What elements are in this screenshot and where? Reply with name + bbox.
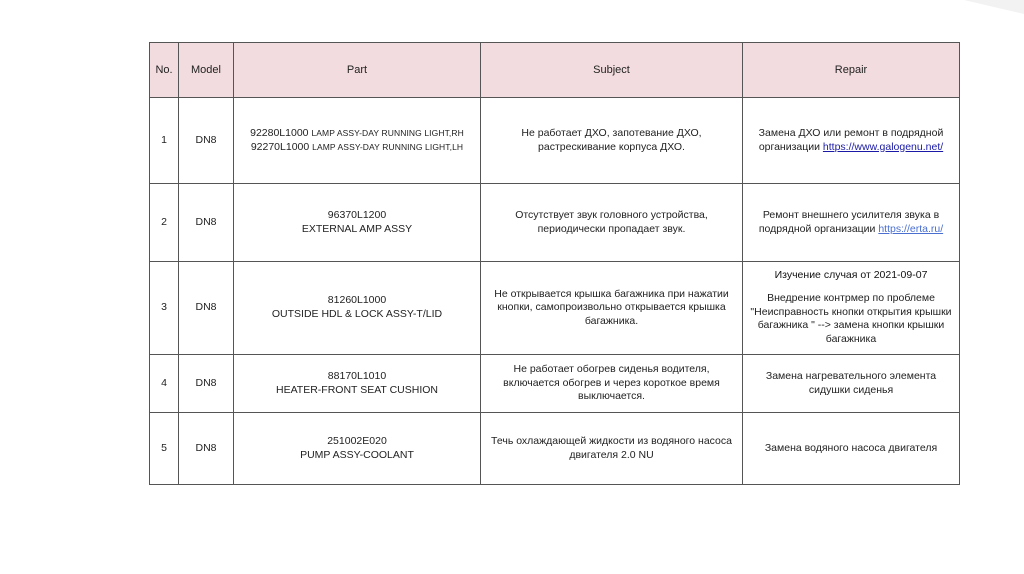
- cell-part: [234, 98, 481, 184]
- repair-text: Внедрение контрмер по проблеме "Неисправность кнопки открытия крышки багажника " --> замена кнопки крышки багажника: [750, 292, 952, 345]
- case-study-title: Изучение случая от 2021-09-07: [774, 269, 928, 282]
- cell-model: DN8: [179, 98, 234, 184]
- cell-part: [234, 413, 481, 485]
- cell-part: [234, 355, 481, 413]
- repair-text: Замена ДХО или ремонт в подрядной организации: [758, 126, 944, 153]
- part-description: EXTERNAL AMP ASSY: [301, 222, 413, 235]
- part-description: OUTSIDE HDL & LOCK ASSY-T/LID: [271, 308, 443, 320]
- cell-part: [234, 262, 481, 355]
- cell-no: 1: [150, 98, 179, 184]
- part-code: 96370L1200: [327, 208, 387, 221]
- cell-model: DN8: [179, 355, 234, 413]
- repair-text: Ремонт внешнего усилителя звука в подрядной организации: [758, 208, 940, 235]
- cell-model: DN8: [179, 413, 234, 485]
- cell-part: [234, 184, 481, 262]
- repair-link[interactable]: https://www.galogenu.net/: [822, 140, 944, 153]
- cell-subject: Не работает ДХО, запотевание ДХО, растрескивание корпуса ДХО.: [481, 98, 743, 184]
- cell-repair: [743, 98, 960, 184]
- part-code: 251002E020: [327, 434, 387, 447]
- repair-table: [149, 42, 960, 485]
- cell-subject: Не открывается крышка багажника при нажатии кнопки, самопроизвольно открывается крышка багажника.: [481, 262, 743, 355]
- part-line: [238, 127, 476, 141]
- header-subject: Subject: [481, 43, 743, 98]
- cell-no: 3: [150, 262, 179, 355]
- table-row: [150, 184, 960, 262]
- cell-subject: Не работает обогрев сиденья водителя, включается обогрев и через короткое время выключается.: [481, 355, 743, 413]
- part-description: LAMP ASSY-DAY RUNNING LIGHT,RH: [311, 127, 464, 138]
- cell-subject: Отсутствует звук головного устройства, периодически пропадает звук.: [481, 184, 743, 262]
- part-description: LAMP ASSY-DAY RUNNING LIGHT,LH: [312, 141, 464, 152]
- part-line: [238, 141, 476, 155]
- part-code: 88170L1010: [327, 369, 387, 382]
- cell-repair: Замена нагревательного элемента сидушки сиденья: [743, 355, 960, 413]
- table-row: [150, 355, 960, 413]
- table-row: [150, 413, 960, 485]
- cell-no: 4: [150, 355, 179, 413]
- cell-repair: Замена водяного насоса двигателя: [743, 413, 960, 485]
- header-part: Part: [234, 43, 481, 98]
- part-code: 92270L1000: [250, 140, 310, 153]
- corner-decoration: [964, 0, 1024, 14]
- repair-link[interactable]: https://erta.ru/: [878, 222, 944, 235]
- table-header-row: [150, 43, 960, 98]
- header-model: Model: [179, 43, 234, 98]
- header-no: No.: [150, 43, 179, 98]
- cell-no: 5: [150, 413, 179, 485]
- part-code: 81260L1000: [327, 294, 387, 307]
- cell-model: DN8: [179, 184, 234, 262]
- header-repair: Repair: [743, 43, 960, 98]
- part-code: 92280L1000: [250, 126, 309, 139]
- table-row: [150, 98, 960, 184]
- part-description: PUMP ASSY-COOLANT: [300, 448, 414, 461]
- cell-no: 2: [150, 184, 179, 262]
- cell-repair: [743, 184, 960, 262]
- cell-model: DN8: [179, 262, 234, 355]
- cell-repair: [743, 262, 960, 355]
- table-row: [150, 262, 960, 355]
- part-description: HEATER-FRONT SEAT CUSHION: [276, 383, 438, 396]
- cell-subject: Течь охлаждающей жидкости из водяного насоса двигателя 2.0 NU: [481, 413, 743, 485]
